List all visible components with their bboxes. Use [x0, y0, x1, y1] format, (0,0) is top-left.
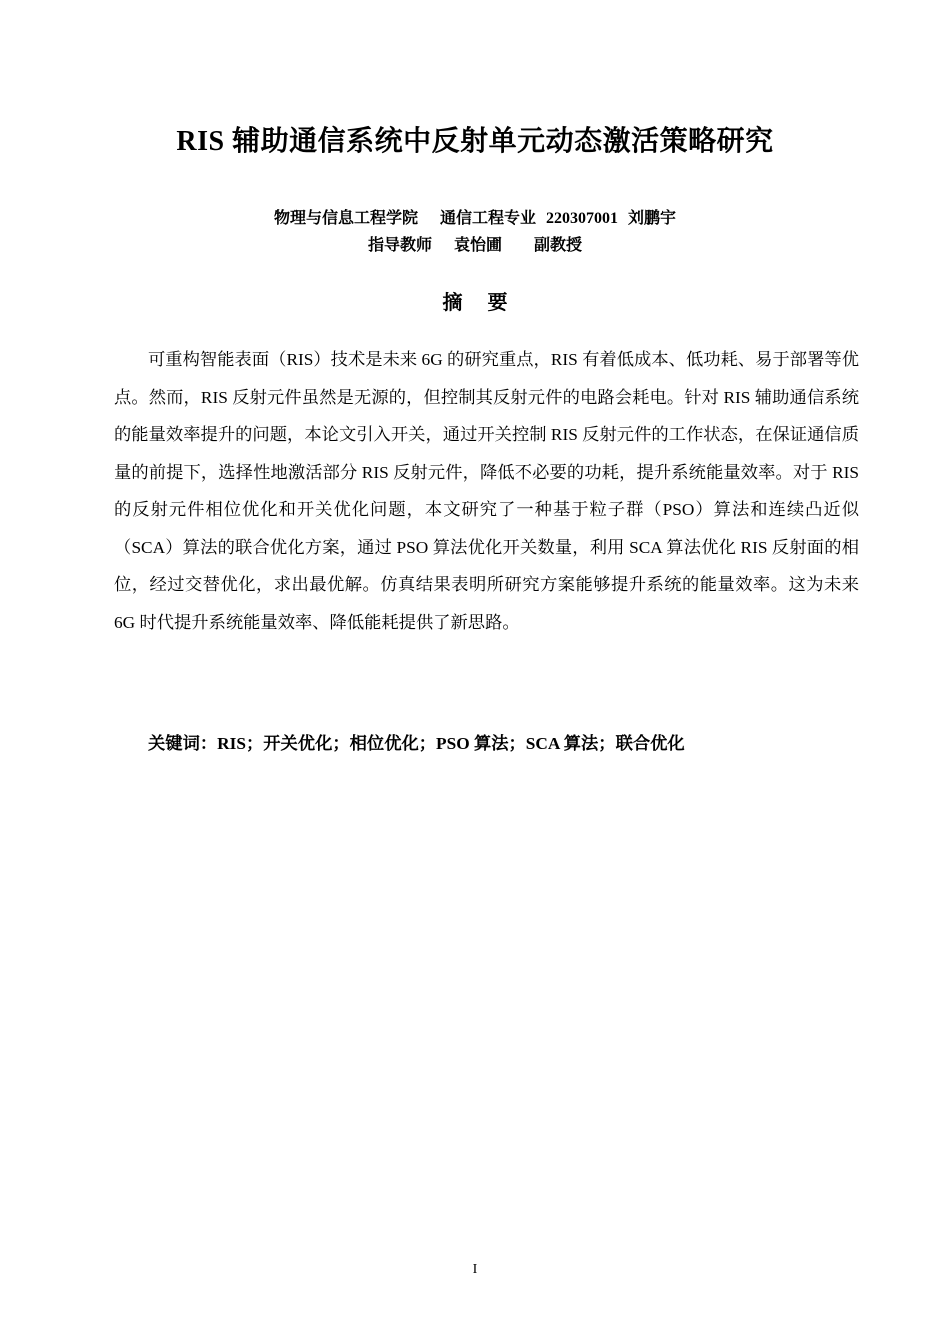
author-line — [0, 207, 950, 231]
keywords-line: 关键词：RIS；开关优化；相位优化；PSO 算法；SCA 算法；联合优化 — [148, 734, 685, 753]
paper-title: RIS 辅助通信系统中反射单元动态激活策略研究 — [176, 126, 774, 157]
page-number: I — [472, 1262, 478, 1277]
advisor-line — [0, 234, 950, 258]
major-name: 通信工程专业 — [439, 210, 536, 227]
student-id: 220307001 — [546, 210, 618, 227]
school-name: 物理与信息工程学院 — [273, 210, 418, 227]
advisor-name: 袁怡圃 — [453, 237, 502, 254]
abstract-body: 可重构智能表面（RIS）技术是未来 6G 的研究重点，RIS 有着低成本、低功耗、易于部署等优点。然而，RIS 反射元件虽然是无源的，但控制其反射元件的电路会耗电。针对 RIS 辅助通信系统的能量效率提升的问题，本论文引入开关，通过开关控制 RIS 反射元件的工作状态，在保证通信质量的前提下，选择性地激活部分 RIS 反射元件，降低不必要的功耗，提升系统能量效率。对于 RIS 的反射元件相位优化和开关优化问题，本文研究了一种基于粒子群（PSO）算法和连续凸近似（SCA）算法的联合优化方案，通过 PSO 算法优化开关数量，利用 SCA 算法优化 RIS 反射面的相位，经过交替优化，求出最优解。仿真结果表明所研究方案能够提升系统的能量效率。这为未来 6G 时代提升系统能量效率、降低能耗提供了新思路。 — [114, 350, 859, 632]
advisor-title: 副教授 — [534, 237, 583, 254]
student-name: 刘鹏宇 — [628, 210, 677, 227]
abstract-heading: 摘 要 — [442, 292, 518, 314]
advisor-label: 指导教师 — [367, 237, 432, 254]
